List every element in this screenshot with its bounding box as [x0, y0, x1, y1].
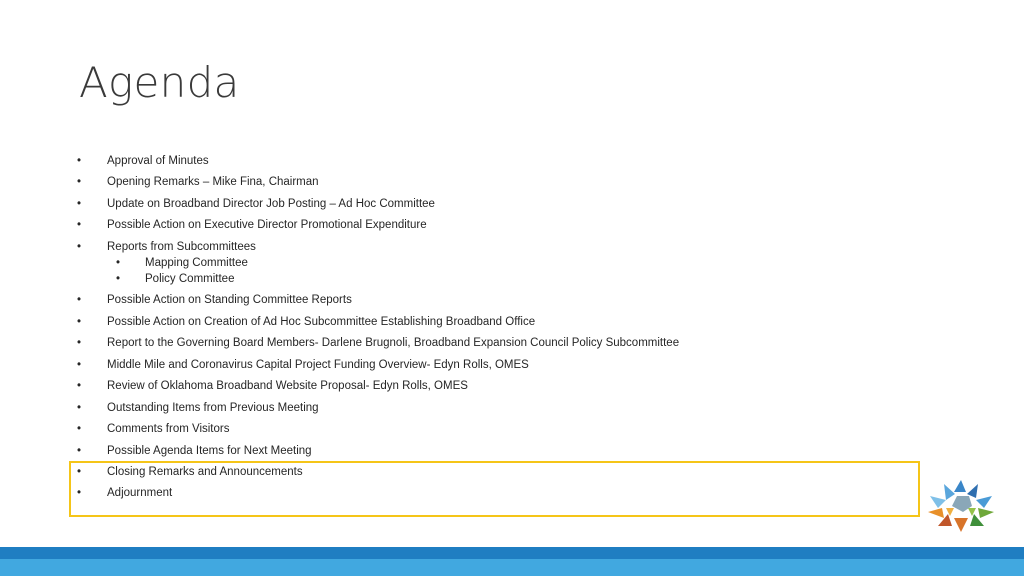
agenda-item-comments-from-visitors: Comments from Visitors — [107, 423, 230, 435]
subitem-mapping-committee: Mapping Committee — [145, 257, 248, 269]
subitem-policy-committee: Policy Committee — [145, 273, 235, 285]
agenda-item-approval-of-minutes: Approval of Minutes — [107, 155, 209, 167]
footer-band-dark — [0, 547, 1024, 559]
page-title: Agenda — [79, 58, 240, 107]
agenda-item-next-meeting: Possible Agenda Items for Next Meeting — [107, 445, 312, 457]
agenda-item-closing-remarks: Closing Remarks and Announcements — [107, 466, 303, 478]
agenda-item-subcommittee-reports: Reports from Subcommittees — [107, 241, 256, 253]
bullet-icon: • — [77, 445, 82, 457]
sub-bullet-icon: • — [116, 273, 121, 285]
agenda-item-ad-hoc-subcommittee: Possible Action on Creation of Ad Hoc Subcommittee Establishing Broadband Office — [107, 316, 536, 328]
bullet-icon: • — [77, 294, 82, 306]
bullet-icon: • — [77, 402, 82, 414]
agenda-item-adjournment: Adjournment — [107, 487, 173, 499]
highlight-box — [69, 461, 920, 517]
bullet-icon: • — [77, 380, 82, 392]
oklahoma-star-logo-icon — [924, 478, 998, 534]
footer-band-light — [0, 559, 1024, 576]
bullet-icon: • — [77, 241, 82, 253]
agenda-item-governing-board-report: Report to the Governing Board Members- Darlene Brugnoli, Broadband Expansion Council Policy Subcommittee — [107, 337, 680, 349]
agenda-item-funding-overview: Middle Mile and Coronavirus Capital Project Funding Overview- Edyn Rolls, OMES — [107, 359, 529, 371]
agenda-item-website-proposal: Review of Oklahoma Broadband Website Proposal- Edyn Rolls, OMES — [107, 380, 468, 392]
agenda-item-job-posting-update: Update on Broadband Director Job Posting – Ad Hoc Committee — [107, 198, 435, 210]
bullet-icon: • — [77, 219, 82, 231]
agenda-item-outstanding-items: Outstanding Items from Previous Meeting — [107, 402, 319, 414]
bullet-icon: • — [77, 423, 82, 435]
bullet-icon: • — [77, 466, 82, 478]
bullet-icon: • — [77, 155, 82, 167]
bullet-icon: • — [77, 316, 82, 328]
agenda-item-promotional-expenditure: Possible Action on Executive Director Promotional Expenditure — [107, 219, 427, 231]
bullet-icon: • — [77, 176, 82, 188]
agenda-item-opening-remarks: Opening Remarks – Mike Fina, Chairman — [107, 176, 319, 188]
bullet-icon: • — [77, 337, 82, 349]
sub-bullet-icon: • — [116, 257, 121, 269]
bullet-icon: • — [77, 198, 82, 210]
agenda-item-standing-committee-reports: Possible Action on Standing Committee Reports — [107, 294, 352, 306]
bullet-icon: • — [77, 487, 82, 499]
bullet-icon: • — [77, 359, 82, 371]
